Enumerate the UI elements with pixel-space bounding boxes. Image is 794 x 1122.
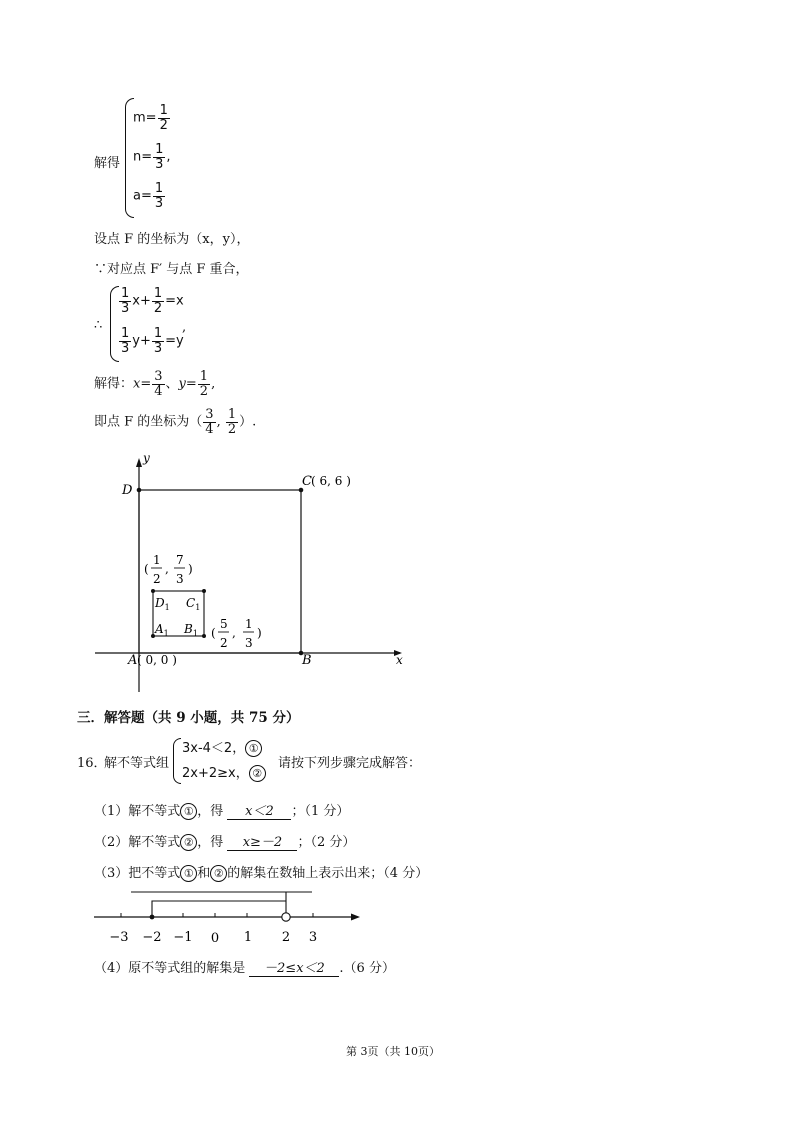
tick-label: 3 [308,930,318,945]
q16-stem: 解不等式组 [104,756,170,771]
label-D: D [122,483,133,498]
q16-brace [173,738,181,784]
tick-label: 2 [281,930,291,945]
label-C-coord: ( 6, 6 ) [311,474,351,488]
coord-d1 [144,553,193,586]
q16-after: 请按下列步骤完成解答： [278,756,422,771]
svg-text:7: 7 [176,553,184,567]
number-line [90,885,380,947]
svg-text:,: , [232,626,236,640]
line-because: ∵对应点 F′ 与点 F 重合， [94,262,249,277]
tick-label: −1 [173,930,193,945]
sol1-label: 解得 [94,156,121,171]
svg-text:(: ( [144,562,149,576]
section-3-heading: 三．解答题（共 9 小题，共 75 分） [77,710,300,726]
label-B: B [302,653,312,668]
label-C1: $C_1$ [186,596,201,612]
conclusion-line: 即点 F 的坐标为（ $\frac{3}{4}$ , $\frac{1}{2}$ ）. [94,407,257,437]
q16-step3: （3）把不等式 ① 和 ② 的解集在数轴上表示出来；（4 分） [94,866,429,881]
sol1-n: n= $\frac{1}{3}$ , [133,142,171,172]
svg-text:(: ( [211,626,216,640]
q16-step2-answer: x≥－2 [227,831,297,851]
sol1-a: a= $\frac{1}{3}$ [133,181,164,211]
q16-step4-answer: －2≤x＜2 [249,957,339,977]
coord-b1 [211,617,262,650]
sys2-eq2: $\frac{1}{3}$ y+ $\frac{1}{3}$ =y [121,326,184,356]
line-set-f: 设点 F 的坐标为（x，y）， [94,232,250,247]
svg-text:3: 3 [176,572,184,586]
q16-step1: （1）解不等式 ① ，得 x＜2 ；（1 分） [94,800,349,820]
svg-text:5: 5 [220,617,228,631]
q16-ineq2: 2x+2≥x， ② [182,762,266,782]
svg-text:): ) [188,562,193,576]
therefore-sign: ∴ [94,318,103,333]
sol1-m: m= $\frac{1}{2}$ [133,103,168,133]
svg-text:2: 2 [220,636,228,650]
svg-text:1: 1 [153,553,161,567]
label-B1: $B_1$ [184,622,198,638]
x-axis-label: x [396,653,403,667]
tick-label: 1 [243,930,253,945]
tick-label: −3 [109,930,129,945]
sys2-tail: , [182,320,187,335]
label-A: A [128,653,138,668]
svg-text:2: 2 [153,572,161,586]
svg-text:,: , [165,562,169,576]
tick-label: 0 [210,931,220,946]
q16-step2: （2）解不等式 ② ，得 x≥－2 ；（2 分） [94,831,355,851]
q16-ineq1: 3x-4＜2， ① [182,737,262,757]
q16-number: 16． [77,756,107,771]
sol2-line: 解得：x= $\frac{3}{4}$ 、y= $\frac{1}{2}$ , [94,369,216,399]
q16-step4: （4）原不等式组的解集是 －2≤x＜2 .（6 分） [94,957,395,977]
sys2-eq1: $\frac{1}{3}$ x+ $\frac{1}{2}$ =x [121,286,184,316]
svg-text:3: 3 [245,636,253,650]
label-A-coord: ( 0, 0 ) [137,653,177,667]
label-D1: $D_1$ [155,596,170,612]
svg-text:1: 1 [245,617,253,631]
label-A1: $A_1$ [155,622,169,638]
tick-label: −2 [142,930,162,945]
y-axis-label: y [143,451,150,465]
svg-text:): ) [257,626,262,640]
q16-step1-answer: x＜2 [227,800,291,820]
label-C: C [302,474,312,489]
page-footer: 第 3页（共 10页） [346,1045,440,1058]
